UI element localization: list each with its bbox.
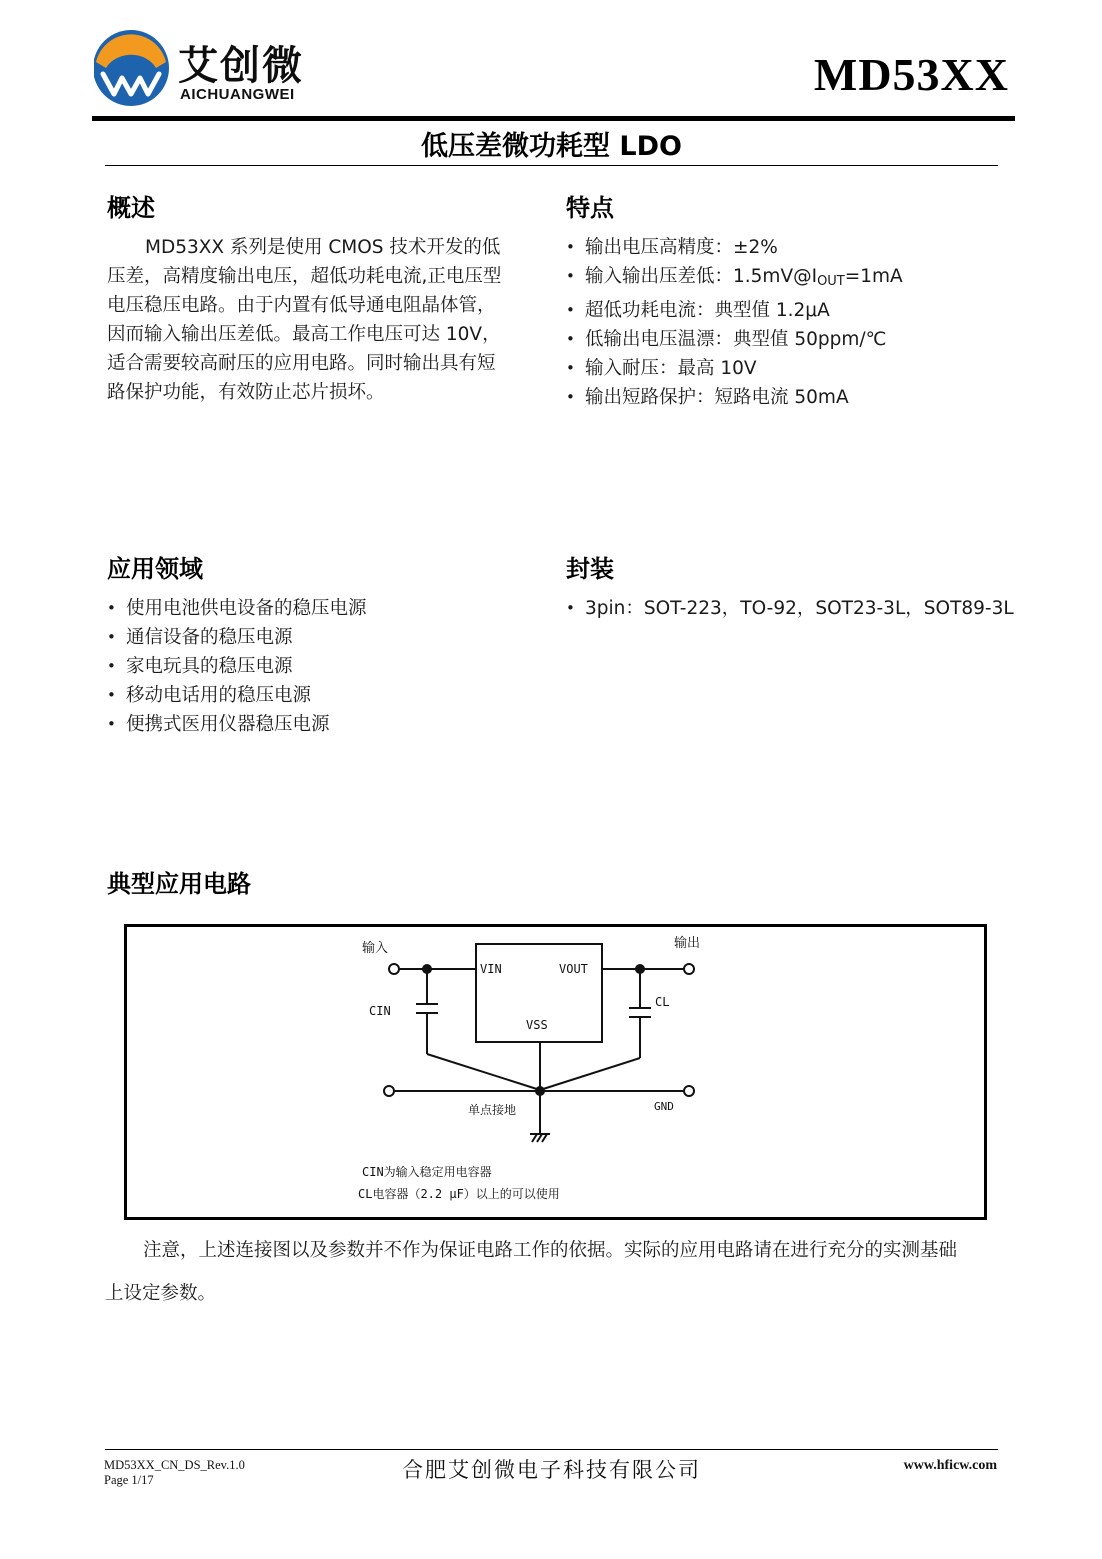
dropout-subscript: OUT: [817, 274, 845, 289]
earth-hatch: [537, 1134, 542, 1142]
footer-website-link[interactable]: www.hficw.com: [903, 1458, 997, 1473]
dropout-tail: =1mA: [844, 266, 903, 287]
list-item: • 便携式医用仪器稳压电源: [107, 710, 367, 739]
application-circuit-diagram: [124, 924, 987, 1220]
earth-hatch: [542, 1134, 547, 1142]
caution-note-line2: 上设定参数。: [105, 1283, 217, 1304]
cl-ground-wire: [540, 1058, 640, 1090]
overview-paragraph: [107, 233, 527, 407]
footer-company: 合肥艾创微电子科技有限公司: [402, 1458, 701, 1482]
brand-name-en: AICHUANGWEI: [180, 86, 295, 103]
list-item: • 使用电池供电设备的稳压电源: [107, 594, 367, 623]
circuit-heading: 典型应用电路: [107, 870, 251, 898]
applications-heading: 应用领域: [107, 555, 203, 583]
package-heading: 封装: [566, 555, 614, 583]
circuit-note-cin: CIN为输入稳定用电容器: [362, 1165, 492, 1179]
vss-pin-label: VSS: [526, 1018, 548, 1032]
overview-line: MD53XX 系列是使用 CMOS 技术开发的低: [145, 237, 501, 258]
gnd-terminal: [684, 1086, 694, 1096]
list-item: • 移动电话用的稳压电源: [107, 681, 367, 710]
list-item: • 输出电压高精度：±2%: [566, 233, 903, 262]
package-list: [566, 594, 1014, 623]
list-item: • 通信设备的稳压电源: [107, 623, 367, 652]
gnd-label: GND: [654, 1100, 674, 1113]
doc-revision: MD53XX_CN_DS_Rev.1.0: [104, 1458, 245, 1472]
vout-pin-label: VOUT: [559, 962, 588, 976]
caution-note-line1: 注意，上述连接图以及参数并不作为保证电路工作的依据。实际的应用电路请在进行充分的实测基础: [143, 1240, 958, 1261]
model-number: MD53XX: [813, 49, 1009, 100]
document-title: 低压差微功耗型 LDO: [421, 131, 682, 162]
header-rule: [92, 116, 1015, 121]
circuit-note-cl: CL电容器（2.2 μF）以上的可以使用: [358, 1187, 560, 1201]
input-terminal: [389, 964, 399, 974]
list-item: • 低输出电压温漂：典型值 50ppm/℃: [566, 325, 903, 354]
overview-line: 电压稳压电路。由于内置有低导通电阻晶体管，: [107, 295, 496, 316]
single-ground-label: 单点接地: [468, 1103, 517, 1117]
cl-label: CL: [655, 995, 670, 1009]
features-heading: 特点: [566, 194, 614, 222]
brand-name-cn: 艾创微: [178, 43, 304, 89]
circuit-frame: [126, 926, 986, 1219]
list-item: • 家电玩具的稳压电源: [107, 652, 367, 681]
overview-line: 因而输入输出压差低。最高工作电压可达 10V，: [107, 324, 501, 345]
vin-pin-label: VIN: [480, 962, 502, 976]
list-item: • 超低功耗电流：典型值 1.2μA: [566, 296, 903, 325]
output-terminal: [684, 964, 694, 974]
cin-ground-wire: [427, 1054, 540, 1090]
page-number: Page 1/17: [104, 1473, 154, 1487]
cin-label: CIN: [369, 1004, 391, 1018]
overview-line: 路保护功能，有效防止芯片损坏。: [107, 382, 385, 403]
features-list: [566, 233, 903, 412]
overview-line: 压差，高精度输出电压，超低功耗电流,正电压型: [107, 266, 502, 287]
output-junction: [635, 964, 645, 974]
overview-heading: 概述: [107, 194, 155, 222]
output-label: 输出: [674, 936, 701, 951]
ground-left-terminal: [384, 1086, 394, 1096]
input-junction: [422, 964, 432, 974]
applications-list: [107, 594, 367, 739]
earth-hatch: [532, 1134, 537, 1142]
list-item: [566, 262, 903, 296]
list-item: • 输入耐压：最高 10V: [566, 354, 903, 383]
overview-line: 适合需要较高耐压的应用电路。同时输出具有短: [107, 353, 496, 374]
list-item: • 3pin：SOT-223，TO-92，SOT23-3L，SOT89-3L: [566, 594, 1014, 623]
input-label: 输入: [362, 941, 389, 956]
ground-junction: [535, 1086, 545, 1096]
footer-rule: [105, 1449, 998, 1450]
list-item: • 输出短路保护：短路电流 50mA: [566, 383, 903, 412]
dropout-text: 输入输出压差低：1.5mV@I: [585, 266, 818, 287]
title-rule: [105, 165, 998, 166]
